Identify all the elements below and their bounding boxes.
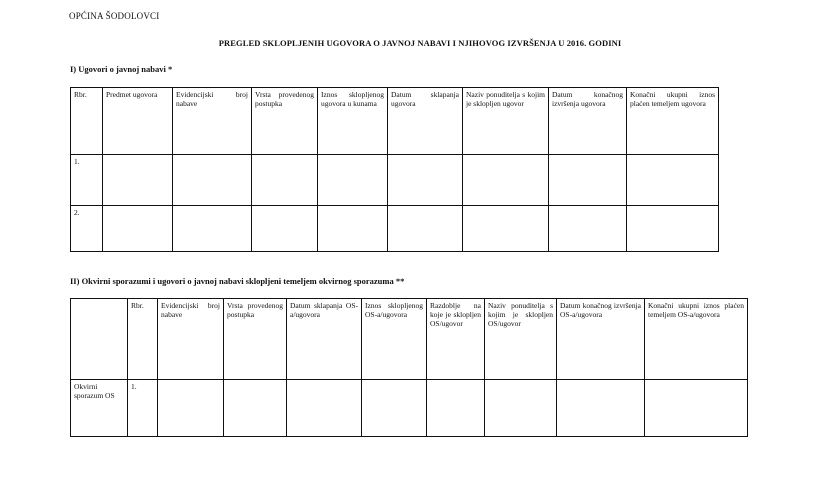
- col-header-completion-date: Datum konačnog izvršenja ugovora: [549, 88, 627, 155]
- table-cell: [549, 155, 627, 206]
- municipality-name: OPĆINA ŠODOLOVCI: [69, 11, 160, 21]
- table-cell: [362, 380, 427, 437]
- col-header-signing-date: Datum sklapanja OS-a/ugovora: [287, 299, 362, 380]
- section1-heading: I) Ugovori o javnoj nabavi *: [70, 64, 173, 74]
- col-header-rbr: Rbr.: [71, 88, 103, 155]
- table-cell: [645, 380, 748, 437]
- table-cell: [318, 155, 388, 206]
- table-header-row: [71, 88, 719, 155]
- col-header-total-paid: Konačni ukupni iznos plaćen temeljem OS-a/ugovora: [645, 299, 748, 380]
- contracts-table: [70, 87, 719, 252]
- table-cell: [388, 155, 463, 206]
- col-header-procedure-type: Vrsta provedenog postupka: [224, 299, 287, 380]
- table-cell: [427, 380, 485, 437]
- col-header-procurement-number: Evidencijski broj nabave: [158, 299, 224, 380]
- table-cell: [252, 155, 318, 206]
- table-cell: [557, 380, 645, 437]
- table-cell: [318, 206, 388, 252]
- col-header-subject: Predmet ugovora: [103, 88, 173, 155]
- table-cell: [252, 206, 318, 252]
- table-cell: [485, 380, 557, 437]
- table-cell: [627, 206, 719, 252]
- section2-heading: II) Okvirni sporazumi i ugovori o javnoj nabavi sklopljeni temeljem okvirnog sporazuma **: [70, 276, 405, 286]
- table-cell: [388, 206, 463, 252]
- table-header-row: [71, 299, 748, 380]
- col-header-rbr: Rbr.: [128, 299, 158, 380]
- table-cell: [463, 206, 549, 252]
- col-header-agreement-amount: Iznos sklopljenog OS-a/ugovora: [362, 299, 427, 380]
- col-header-procedure-type: Vrsta provedenog postupka: [252, 88, 318, 155]
- table-cell: [173, 155, 252, 206]
- row-number: 2.: [71, 206, 103, 252]
- table-cell: [103, 206, 173, 252]
- table-cell: [549, 206, 627, 252]
- col-header-label: [71, 299, 128, 380]
- table-cell: [173, 206, 252, 252]
- table-cell: [627, 155, 719, 206]
- row-label: Okvirni sporazum OS: [71, 380, 128, 437]
- col-header-contract-amount: Iznos sklopljenog ugovora u kunama: [318, 88, 388, 155]
- row-number: 1.: [71, 155, 103, 206]
- table-cell: [463, 155, 549, 206]
- col-header-signing-date: Datum sklapanja ugovora: [388, 88, 463, 155]
- table-cell: [287, 380, 362, 437]
- col-header-bidder-name: Naziv ponuditelja s kojim je sklopljen ugovor: [463, 88, 549, 155]
- table-cell: [103, 155, 173, 206]
- table-row: [71, 206, 719, 252]
- table-row: [71, 380, 748, 437]
- row-number: 1.: [128, 380, 158, 437]
- col-header-period: Razdoblje na koje je sklopljen OS/ugovor: [427, 299, 485, 380]
- col-header-total-paid: Konačni ukupni iznos plaćen temeljem ugovora: [627, 88, 719, 155]
- table-row: [71, 155, 719, 206]
- framework-agreements-table: [70, 298, 748, 437]
- col-header-procurement-number: Evidencijski broj nabave: [173, 88, 252, 155]
- table-cell: [158, 380, 224, 437]
- col-header-completion-date: Datum konačnog izvršenja OS-a/ugovora: [557, 299, 645, 380]
- table-cell: [224, 380, 287, 437]
- col-header-bidder-name: Naziv ponuditelja s kojim je sklopljen OS/ugovor: [485, 299, 557, 380]
- document-title: PREGLED SKLOPLJENIH UGOVORA O JAVNOJ NABAVI I NJIHOVOG IZVRŠENJA U 2016. GODINI: [218, 38, 622, 48]
